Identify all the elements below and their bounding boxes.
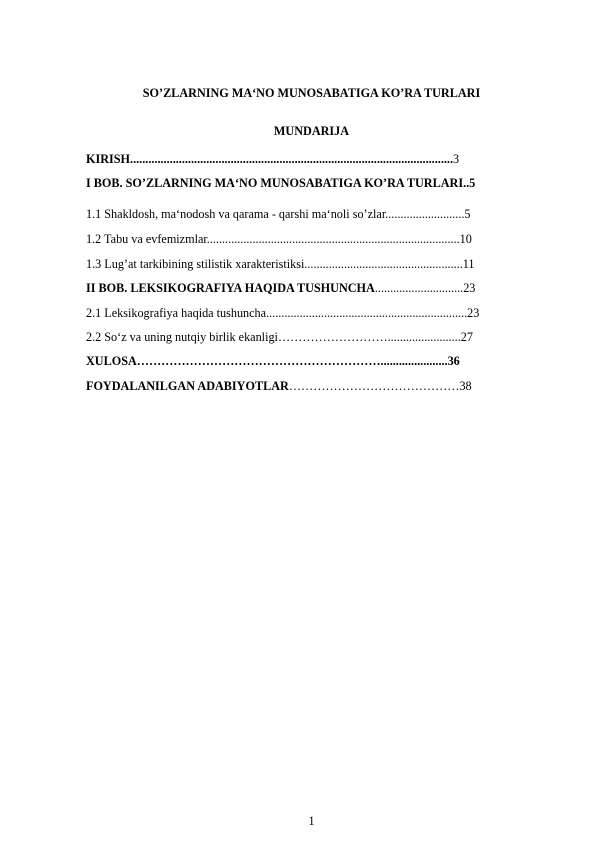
toc-entry-kirish [86, 151, 459, 167]
toc-entry-1-1 [86, 206, 471, 222]
toc-entry-chapter-1 [86, 175, 475, 191]
toc-entry-conclusion [86, 353, 460, 369]
page-number: 1 [308, 814, 315, 828]
toc-heading: MUNDARIJA [273, 124, 350, 138]
toc-entry-page: 36 [447, 354, 460, 368]
toc-entry-2-2 [86, 329, 473, 345]
toc-leader-dots: ............................. [374, 281, 464, 295]
toc-entry-page: 5 [469, 176, 476, 190]
toc-entry-page: 11 [462, 257, 475, 271]
toc-leader-dots: ................................................................................... [206, 232, 460, 246]
toc-entry-1-3 [86, 256, 475, 272]
toc-leader-dots: .. [463, 176, 470, 190]
toc-leader-dots: ……………………………………………………...................... [136, 354, 448, 368]
toc-leader-dots: .................................................... [304, 257, 463, 271]
toc-entry-page: 38 [459, 379, 472, 393]
toc-leader-dots: ………………………........................ [277, 330, 461, 344]
toc-entry-label: I BOB. SO’ZLARNING MA‘NO MUNOSABATIGA KO’RA TURLARI [86, 176, 464, 190]
toc-entry-label: XULOSA [86, 354, 137, 368]
toc-entry-label: FOYDALANILGAN ADABIYOTLAR [86, 379, 289, 393]
toc-entry-label: 2.1 Leksikografiya haqida tushuncha [86, 306, 267, 320]
toc-entry-references [86, 378, 472, 394]
toc-entry-page: 23 [467, 306, 480, 320]
toc-entry-page: 10 [459, 232, 472, 246]
toc-leader-dots: .......................................................................................................... [130, 152, 453, 166]
toc-entry-label: 2.2 So‘z va uning nutqiy birlik ekanligi [86, 330, 278, 344]
toc-entry-label: KIRISH [86, 152, 131, 166]
toc-entry-chapter-2 [86, 280, 475, 296]
toc-entry-page: 27 [460, 330, 473, 344]
toc-entry-2-1 [86, 305, 479, 321]
toc-entry-label: 1.2 Tabu va evfemizmlar [86, 232, 207, 246]
toc-entry-label: II BOB. LEKSIKOGRAFIYA HAQIDA TUSHUNCHA [86, 281, 375, 295]
document-title: SO’ZLARNING MA‘NO MUNOSABATIGA KO’RA TURLARI [142, 86, 481, 100]
toc-entry-page: 23 [463, 281, 476, 295]
toc-leader-dots: .......................... [385, 207, 465, 221]
toc-entry-page: 3 [453, 152, 460, 166]
toc-entry-page: 5 [464, 207, 471, 221]
toc-entry-label: 1.3 Lug’at tarkibining stilistik xarakteristiksi [86, 257, 305, 271]
toc-leader-dots: .................................................................. [266, 306, 468, 320]
toc-entry-label: 1.1 Shakldosh, ma‘nodosh va qarama - qarshi ma‘noli so’zlar [86, 207, 386, 221]
toc-entry-1-2 [86, 231, 472, 247]
toc-leader-dots: …………………………………… [288, 379, 460, 393]
